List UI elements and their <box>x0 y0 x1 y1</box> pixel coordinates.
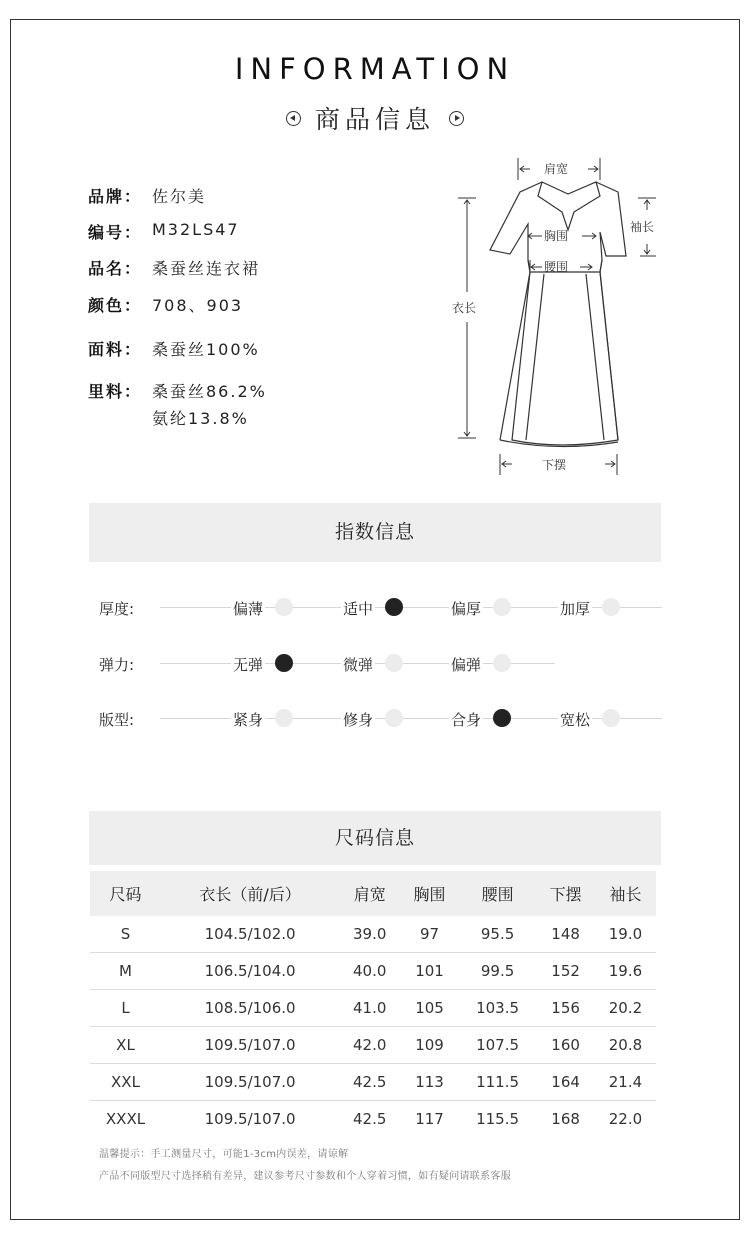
dress-drawing <box>440 150 670 480</box>
table-cell: 42.5 <box>353 1110 387 1128</box>
scale-option: 微弹 <box>343 656 374 674</box>
table-cell: 109 <box>400 1027 459 1064</box>
scale-dot <box>493 654 511 672</box>
info-fabric <box>88 337 260 360</box>
table-cell: 107.5 <box>459 1027 536 1064</box>
info-value: 桑蚕丝86.2% <box>152 382 267 401</box>
sleeve-label: 袖长 <box>630 220 655 234</box>
col-header: 尺码 <box>90 871 161 916</box>
col-header: 腰围 <box>459 871 536 916</box>
info-key: 品名： <box>88 259 143 278</box>
scale-dot <box>602 598 620 616</box>
table-cell: 111.5 <box>459 1064 536 1101</box>
table-cell: 106.5/104.0 <box>161 953 339 990</box>
table-cell: 42.0 <box>339 1027 400 1064</box>
info-name <box>88 256 261 279</box>
size-table <box>90 871 656 1137</box>
info-brand <box>88 184 207 207</box>
table-row <box>90 916 656 953</box>
table-cell: 99.5 <box>459 953 536 990</box>
info-value: 氨纶13.8% <box>152 409 249 428</box>
table-cell: 152 <box>536 953 595 990</box>
table-cell: XXL <box>90 1064 161 1101</box>
waist-label: 腰围 <box>544 260 569 274</box>
scale-dot <box>602 709 620 727</box>
info-key: 面料： <box>88 340 143 359</box>
table-cell: 113 <box>400 1064 459 1101</box>
title-chinese-row <box>0 100 750 136</box>
scale-dot <box>493 598 511 616</box>
scale-option: 偏薄 <box>233 600 264 618</box>
scale-option: 合身 <box>451 711 482 729</box>
table-row <box>90 1101 656 1138</box>
scale-row-elasticity <box>0 648 750 678</box>
col-header: 肩宽 <box>339 871 400 916</box>
table-cell: 168 <box>551 1110 580 1128</box>
table-cell: 103.5 <box>459 990 536 1027</box>
table-cell: 41.0 <box>339 990 400 1027</box>
scale-row-thickness <box>0 592 750 622</box>
size-table-header <box>90 871 656 916</box>
table-cell: 109.5/107.0 <box>204 1110 296 1128</box>
table-cell: 19.6 <box>595 953 656 990</box>
scale-option: 修身 <box>343 711 374 729</box>
note-line-2: 产品不同版型尺寸选择稍有差异，建议参考尺寸参数和个人穿着习惯，如有疑问请联系客服 <box>99 1171 511 1182</box>
scale-dot <box>385 654 403 672</box>
table-row <box>90 1064 656 1101</box>
info-value: 桑蚕丝连衣裙 <box>152 259 261 278</box>
scale-dot-selected <box>493 709 511 727</box>
table-cell: 20.2 <box>595 990 656 1027</box>
col-header: 下摆 <box>536 871 595 916</box>
table-cell: 109.5/107.0 <box>161 1027 339 1064</box>
chest-label: 胸围 <box>544 229 569 243</box>
table-cell: 156 <box>536 990 595 1027</box>
scale-dot <box>275 709 293 727</box>
info-value: 佐尔美 <box>152 187 207 206</box>
info-value: M32LS47 <box>152 220 240 239</box>
scale-dot <box>275 598 293 616</box>
table-cell: 117 <box>415 1110 444 1128</box>
scale-option: 无弹 <box>233 656 264 674</box>
scale-dot <box>385 709 403 727</box>
scale-row-label: 厚度: <box>99 600 135 618</box>
title-chinese: 商品信息 <box>314 105 435 134</box>
info-code <box>88 220 240 243</box>
table-cell: 95.5 <box>459 916 536 953</box>
size-section-title: 尺码信息 <box>89 811 661 865</box>
table-row <box>90 1027 656 1064</box>
scale-row-label: 弹力: <box>99 656 135 674</box>
scale-option: 宽松 <box>560 711 591 729</box>
circle-arrow-left-icon <box>286 111 301 126</box>
table-cell: 22.0 <box>608 1110 643 1128</box>
table-cell: 105 <box>400 990 459 1027</box>
col-header: 袖长 <box>595 871 656 916</box>
table-cell: 19.0 <box>595 916 656 953</box>
col-header: 胸围 <box>400 871 459 916</box>
table-cell: 160 <box>536 1027 595 1064</box>
circle-arrow-right-icon <box>449 111 464 126</box>
table-cell: 97 <box>400 916 459 953</box>
info-value: 708、903 <box>152 296 244 315</box>
table-cell: 108.5/106.0 <box>161 990 339 1027</box>
note-line-1: 温馨提示：手工测量尺寸，可能1-3cm内误差，请谅解 <box>99 1149 349 1160</box>
info-color <box>88 293 244 316</box>
table-row <box>90 990 656 1027</box>
table-row <box>90 953 656 990</box>
table-cell: 115.5 <box>476 1110 520 1128</box>
table-cell: S <box>90 916 161 953</box>
scale-dot-selected <box>385 598 403 616</box>
table-cell: 164 <box>536 1064 595 1101</box>
scale-option: 偏弹 <box>451 656 482 674</box>
scale-option: 偏厚 <box>451 600 482 618</box>
scale-row-label: 版型: <box>99 711 135 729</box>
table-cell: L <box>90 990 161 1027</box>
scale-option: 紧身 <box>233 711 264 729</box>
table-cell: 109.5/107.0 <box>161 1064 339 1101</box>
shoulder-label: 肩宽 <box>544 162 569 176</box>
table-cell: 104.5/102.0 <box>161 916 339 953</box>
info-key: 里料： <box>88 382 143 401</box>
dress-diagram <box>440 150 670 480</box>
info-value: 桑蚕丝100% <box>152 340 260 359</box>
hem-label: 下摆 <box>542 458 567 472</box>
scale-option: 加厚 <box>560 600 591 618</box>
table-cell: XXXL <box>105 1110 146 1128</box>
table-cell: 42.5 <box>339 1064 400 1101</box>
table-cell: 101 <box>400 953 459 990</box>
table-cell: 39.0 <box>339 916 400 953</box>
table-cell: M <box>90 953 161 990</box>
title-english: INFORMATION <box>234 52 516 86</box>
length-label: 衣长 <box>452 301 477 315</box>
table-cell: XL <box>90 1027 161 1064</box>
info-key: 品牌： <box>88 187 143 206</box>
info-key: 编号： <box>88 223 143 242</box>
table-cell: 40.0 <box>339 953 400 990</box>
table-cell: 21.4 <box>595 1064 656 1101</box>
info-lining <box>88 379 267 402</box>
scale-dot-selected <box>275 654 293 672</box>
info-key: 颜色： <box>88 296 143 315</box>
scale-row-fit <box>0 703 750 733</box>
table-cell: 148 <box>536 916 595 953</box>
table-cell: 20.8 <box>595 1027 656 1064</box>
col-header: 衣长（前/后） <box>161 871 339 916</box>
index-section-title: 指数信息 <box>89 503 661 562</box>
scale-option: 适中 <box>343 600 374 618</box>
